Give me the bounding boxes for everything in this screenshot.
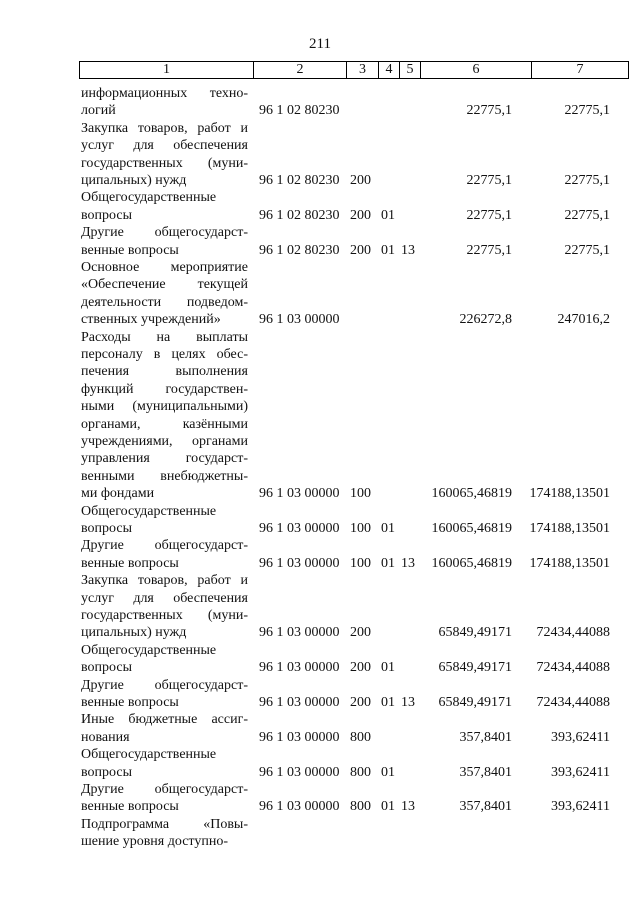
row-code: 96 1 03 00000 — [259, 312, 340, 328]
row-code: 96 1 03 00000 — [259, 486, 340, 502]
row-value-col6: 65849,49171 — [438, 660, 512, 676]
row-value-col6: 65849,49171 — [438, 625, 512, 641]
row-section: 01 — [381, 660, 395, 676]
row-name-line: венные вопросы — [81, 555, 179, 571]
row-code: 96 1 03 00000 — [259, 660, 340, 676]
row-name-line: Расходы на выплаты — [81, 329, 248, 345]
row-value-col7: 247016,2 — [557, 312, 610, 328]
row-name-line: Другие общегосударст- — [81, 677, 248, 693]
row-value-col7: 72434,44088 — [536, 625, 610, 641]
row-value-col7: 174188,13501 — [529, 520, 610, 536]
row-value-col7: 393,62411 — [551, 729, 610, 745]
row-name-line: Другие общегосударст- — [81, 225, 248, 241]
row-code: 96 1 03 00000 — [259, 555, 340, 571]
row-expense-type: 100 — [350, 555, 371, 571]
row-expense-type: 200 — [350, 207, 371, 223]
row-code: 96 1 02 80230 — [259, 172, 340, 188]
table-row — [0, 816, 640, 851]
row-name-line: Общегосударственные — [81, 503, 217, 519]
row-name-line: органами, казёнными — [81, 416, 248, 432]
row-name — [81, 259, 248, 329]
row-name-line: Иные бюджетные ассиг- — [81, 712, 248, 728]
table-row — [0, 120, 640, 190]
row-name — [81, 711, 248, 746]
row-code: 96 1 03 00000 — [259, 520, 340, 536]
page-number: 211 — [309, 36, 331, 52]
row-value-col6: 22775,1 — [466, 242, 512, 258]
row-name — [81, 120, 248, 190]
row-name-line: логий — [81, 103, 116, 119]
row-expense-type: 200 — [350, 172, 371, 188]
row-expense-type: 100 — [350, 520, 371, 536]
table-row — [0, 259, 640, 329]
row-name — [81, 329, 248, 503]
row-name-line: ными (муниципальными) — [81, 399, 248, 415]
row-code: 96 1 02 80230 — [259, 242, 340, 258]
row-value-col6: 22775,1 — [466, 207, 512, 223]
table-row — [0, 711, 640, 746]
row-name — [81, 85, 248, 120]
header-col-5: 5 — [406, 62, 414, 77]
row-name — [81, 572, 248, 642]
row-name-line: венными внебюджетны- — [81, 468, 248, 484]
row-name-line: ципальных) нужд — [81, 173, 187, 189]
row-name-line: вопросы — [81, 520, 132, 536]
row-name-line: услуг для обеспечения — [81, 590, 248, 606]
row-name-line: нования — [81, 729, 130, 745]
row-code: 96 1 03 00000 — [259, 694, 340, 710]
row-value-col6: 22775,1 — [466, 172, 512, 188]
row-name-line: Основное мероприятие — [81, 259, 248, 275]
row-value-col7: 174188,13501 — [529, 486, 610, 502]
row-code: 96 1 03 00000 — [259, 625, 340, 641]
row-name-line: шение уровня доступно- — [81, 834, 228, 850]
row-name — [81, 677, 248, 712]
row-name-line: информационных техно- — [81, 86, 248, 101]
header-col-4: 4 — [385, 62, 393, 77]
row-name-line: Закупка товаров, работ и — [81, 573, 248, 589]
row-name-line: вопросы — [81, 660, 132, 676]
header-col-6: 6 — [472, 62, 480, 77]
row-value-col7: 72434,44088 — [536, 694, 610, 710]
row-code: 96 1 02 80230 — [259, 207, 340, 223]
row-value-col6: 357,8401 — [459, 799, 512, 815]
row-expense-type: 200 — [350, 660, 371, 676]
row-value-col7: 22775,1 — [564, 172, 610, 188]
row-name-line: печения выполнения — [81, 364, 248, 380]
row-value-col6: 160065,46819 — [431, 520, 512, 536]
table-row — [0, 572, 640, 642]
row-name-line: «Обеспечение текущей — [81, 277, 248, 293]
header-col-3: 3 — [359, 62, 366, 77]
row-name-line: персоналу в целях обес- — [81, 346, 248, 362]
row-name — [81, 503, 248, 538]
row-name-line: услуг для обеспечения — [81, 138, 248, 154]
table-body — [0, 85, 640, 851]
row-value-col7: 393,62411 — [551, 799, 610, 815]
row-value-col7: 393,62411 — [551, 764, 610, 780]
row-name — [81, 816, 248, 851]
row-name-line: ми фондами — [81, 486, 155, 502]
row-name-line: ципальных) нужд — [81, 625, 187, 641]
row-name-line: венные вопросы — [81, 694, 179, 710]
row-name — [81, 746, 248, 781]
row-name-line: Другие общегосударст- — [81, 538, 248, 554]
row-section: 01 — [381, 242, 395, 258]
header-col-1: 1 — [163, 62, 170, 77]
row-name — [81, 537, 248, 572]
row-name-line: управления государст- — [81, 451, 248, 467]
row-expense-type: 100 — [350, 486, 371, 502]
row-section: 01 — [381, 520, 395, 536]
row-code: 96 1 03 00000 — [259, 729, 340, 745]
row-name-line: деятельности подведом- — [81, 294, 248, 310]
table-row — [0, 537, 640, 572]
row-subsection: 13 — [401, 694, 415, 710]
row-expense-type: 200 — [350, 242, 371, 258]
header-col-2: 2 — [296, 62, 304, 77]
row-subsection: 13 — [401, 242, 415, 258]
row-value-col7: 174188,13501 — [529, 555, 610, 571]
row-name-line: вопросы — [81, 207, 132, 223]
table-row — [0, 189, 640, 224]
row-value-col6: 65849,49171 — [438, 694, 512, 710]
row-subsection: 13 — [401, 799, 415, 815]
row-name — [81, 189, 248, 224]
row-value-col7: 72434,44088 — [536, 660, 610, 676]
row-name — [81, 224, 248, 259]
row-subsection: 13 — [401, 555, 415, 571]
table-row — [0, 781, 640, 816]
table-row — [0, 224, 640, 259]
row-name — [81, 781, 248, 816]
row-name-line: Подпрограмма «Повы- — [81, 816, 248, 832]
row-value-col6: 226272,8 — [459, 312, 512, 328]
row-code: 96 1 03 00000 — [259, 799, 340, 815]
row-value-col6: 357,8401 — [459, 764, 512, 780]
row-section: 01 — [381, 555, 395, 571]
row-value-col7: 22775,1 — [564, 103, 610, 119]
table-row — [0, 677, 640, 712]
row-name-line: государственных (муни- — [81, 607, 248, 623]
header-col-7: 7 — [576, 62, 584, 77]
row-name — [81, 642, 248, 677]
table-row — [0, 642, 640, 677]
row-code: 96 1 03 00000 — [259, 764, 340, 780]
row-section: 01 — [381, 207, 395, 223]
row-value-col6: 160065,46819 — [431, 486, 512, 502]
table-row — [0, 85, 640, 120]
row-value-col7: 22775,1 — [564, 207, 610, 223]
table-row — [0, 329, 640, 503]
row-section: 01 — [381, 694, 395, 710]
row-section: 01 — [381, 764, 395, 780]
row-expense-type: 200 — [350, 625, 371, 641]
row-name-line: Другие общегосударст- — [81, 781, 248, 797]
row-name-line: Общегосударственные — [81, 642, 217, 658]
row-value-col6: 22775,1 — [466, 103, 512, 119]
row-name-line: вопросы — [81, 764, 132, 780]
table-header — [79, 61, 629, 79]
row-code: 96 1 02 80230 — [259, 103, 340, 119]
row-name-line: Закупка товаров, работ и — [81, 120, 248, 136]
row-name-line: учреждениями, органами — [81, 434, 248, 450]
table-row — [0, 503, 640, 538]
row-value-col7: 22775,1 — [564, 242, 610, 258]
row-value-col6: 357,8401 — [459, 729, 512, 745]
row-expense-type: 200 — [350, 694, 371, 710]
row-name-line: ственных учреждений» — [81, 312, 221, 328]
row-name-line: Общегосударственные — [81, 190, 217, 206]
row-name-line: венные вопросы — [81, 242, 179, 258]
row-name-line: Общегосударственные — [81, 747, 217, 763]
row-section: 01 — [381, 799, 395, 815]
row-expense-type: 800 — [350, 729, 371, 745]
row-value-col6: 160065,46819 — [431, 555, 512, 571]
row-expense-type: 800 — [350, 799, 371, 815]
row-expense-type: 800 — [350, 764, 371, 780]
row-name-line: государственных (муни- — [81, 155, 248, 171]
row-name-line: венные вопросы — [81, 799, 179, 815]
table-row — [0, 746, 640, 781]
row-name-line: функций государствен- — [81, 381, 248, 397]
